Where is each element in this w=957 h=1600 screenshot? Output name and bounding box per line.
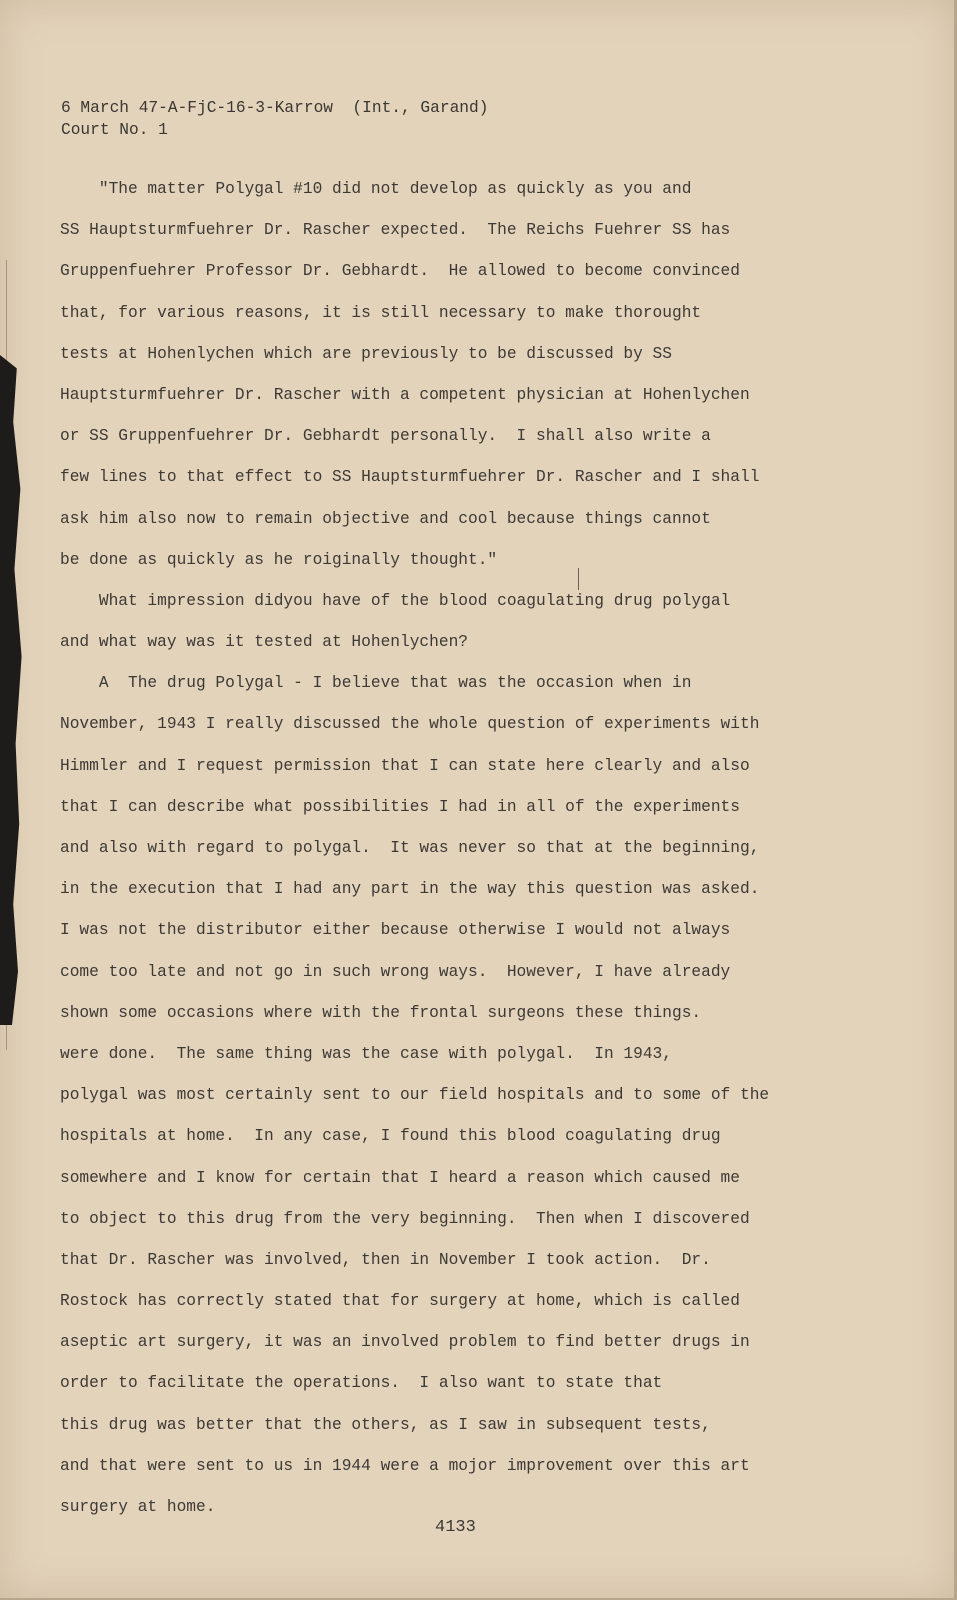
text-line: Rostock has correctly stated that for surgery at home, which is called: [60, 1292, 740, 1311]
text-line: come too late and not go in such wrong ways. However, I have already: [60, 962, 731, 981]
text-line: A The drug Polygal - I believe that was the occasion when in: [60, 674, 692, 693]
text-line: few lines to that effect to SS Hauptsturmfuehrer Dr. Rascher and I shall: [60, 468, 760, 487]
text-line: surgery at home.: [60, 1498, 216, 1516]
text-line: or SS Gruppenfuehrer Dr. Gebhardt personally. I shall also write a: [60, 427, 711, 446]
text-line: Hauptsturmfuehrer Dr. Rascher with a competent physician at Hohenlychen: [60, 385, 750, 404]
text-line: were done. The same thing was the case with polygal. In 1943,: [60, 1044, 672, 1063]
document-header: [61, 97, 488, 141]
text-line: to object to this drug from the very beginning. Then when I discovered: [60, 1209, 750, 1228]
text-line: SS Hauptsturmfuehrer Dr. Rascher expected. The Reichs Fuehrer SS has: [60, 221, 731, 240]
text-line: be done as quickly as he roiginally thought.": [60, 550, 498, 569]
text-line: that I can describe what possibilities I had in all of the experiments: [60, 797, 740, 816]
text-line: that, for various reasons, it is still necessary to make thorought: [60, 303, 702, 322]
transcript-body: [60, 178, 920, 1537]
text-line: and what way was it tested at Hohenlychen?: [60, 633, 468, 652]
text-line: in the execution that I had any part in the way this question was asked.: [60, 880, 760, 899]
text-line: Gruppenfuehrer Professor Dr. Gebhardt. He allowed to become convinced: [60, 262, 740, 281]
torn-binding-edge: [0, 355, 24, 1025]
text-line: "The matter Polygal #10 did not develop as quickly as you and: [60, 180, 692, 198]
text-line: and that were sent to us in 1944 were a mojor improvement over this art: [60, 1456, 750, 1475]
text-line: ask him also now to remain objective and cool because things cannot: [60, 509, 711, 528]
text-line: order to facilitate the operations. I also want to state that: [60, 1374, 663, 1393]
page-number: 4133: [435, 1518, 476, 1537]
text-line: What impression didyou have of the blood coagulating drug polygal: [60, 591, 731, 610]
text-line: shown some occasions where with the frontal surgeons these things.: [60, 1003, 702, 1022]
text-line: aseptic art surgery, it was an involved problem to find better drugs in: [60, 1333, 750, 1352]
text-line: somewhere and I know for certain that I heard a reason which caused me: [60, 1168, 740, 1187]
text-line: November, 1943 I really discussed the whole question of experiments with: [60, 715, 760, 734]
text-line: polygal was most certainly sent to our field hospitals and to some of the: [60, 1086, 770, 1105]
header-line-case: 6 March 47-A-FjC-16-3-Karrow (Int., Garand): [61, 99, 489, 117]
text-line: I was not the distributor either because otherwise I would not always: [60, 921, 731, 940]
text-line: Himmler and I request permission that I can state here clearly and also: [60, 756, 750, 775]
header-line-court: Court No. 1: [61, 121, 168, 139]
text-line: tests at Hohenlychen which are previously to be discussed by SS: [60, 344, 672, 363]
text-line: and also with regard to polygal. It was never so that at the beginning,: [60, 839, 760, 857]
text-line: that Dr. Rascher was involved, then in November I took action. Dr.: [60, 1250, 711, 1269]
text-line: hospitals at home. In any case, I found this blood coagulating drug: [60, 1127, 721, 1146]
text-line: this drug was better that the others, as I saw in subsequent tests,: [60, 1415, 711, 1434]
